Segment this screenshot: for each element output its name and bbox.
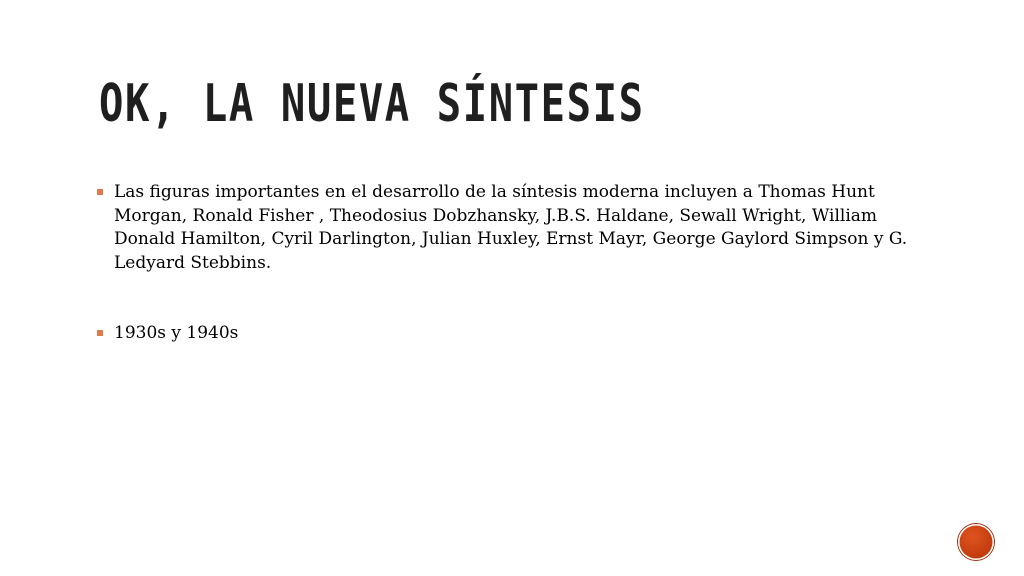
square-bullet-icon (97, 330, 103, 336)
circle-badge-icon (958, 524, 994, 560)
bullet-text: Las figuras importantes en el desarrollo de la síntesis moderna incluyen a Thomas Hunt Morgan, Ronald Fisher , Theodosius Dobzhansky, J.B.S. Haldane, Sewall Wright, William Donald Hamilton, Cyril Darlington, Julian Huxley, Ernst Mayr, George Gaylord Simpson y G. Ledyard Stebbins. (114, 182, 908, 273)
bullet-item (96, 181, 936, 275)
square-bullet-icon (97, 189, 103, 195)
bullet-text: 1930s y 1940s (114, 323, 239, 343)
slide-title: OK, LA NUEVA SÍNTESIS (99, 74, 645, 134)
bullet-item (96, 322, 936, 346)
bullet-list (96, 181, 936, 346)
